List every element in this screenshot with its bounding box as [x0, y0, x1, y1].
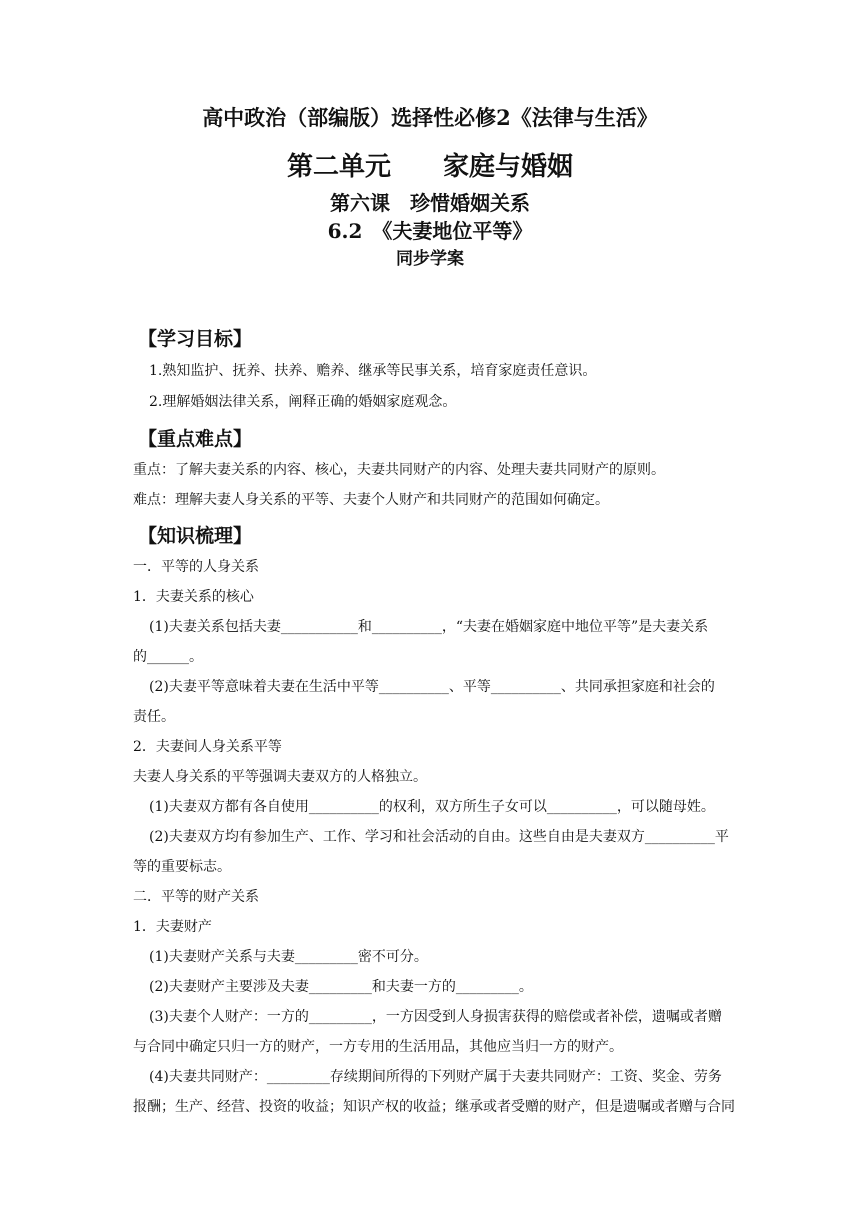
knowledge-line: (2)夫妻双方均有参加生产、工作、学习和社会活动的自由。这些自由是夫妻双方__________平 — [149, 829, 729, 845]
knowledge-line: 1．夫妻财产 — [133, 919, 212, 935]
knowledge-line: 2．夫妻间人身关系平等 — [133, 739, 282, 755]
knowledge-line: (1)夫妻财产关系与夫妻_________密不可分。 — [149, 949, 428, 965]
knowledge-line: 报酬；生产、经营、投资的收益；知识产权的收益；继承或者受赠的财产，但是遗嘱或者赠与合同 — [133, 1099, 735, 1115]
objective-item: 1.熟知监护、抚养、扶养、赡养、继承等民事关系，培育家庭责任意识。 — [149, 363, 597, 379]
knowledge-heading: 【知识梳理】 — [138, 525, 253, 547]
knowledge-line: 的______。 — [133, 649, 203, 665]
knowledge-line: 责任。 — [133, 709, 175, 725]
knowledge-line: (4)夫妻共同财产：_________存续期间所得的下列财产属于夫妻共同财产：工资、奖金、劳务 — [149, 1069, 722, 1085]
section-title: 6.2 《夫妻地位平等》 — [327, 219, 533, 243]
unit-title: 第二单元 家庭与婚姻 — [286, 152, 573, 182]
knowledge-line: 夫妻人身关系的平等强调夫妻双方的人格独立。 — [133, 769, 427, 785]
objective-item: 2.理解婚姻法律关系，阐释正确的婚姻家庭观念。 — [149, 394, 457, 410]
knowledge-line: 一．平等的人身关系 — [133, 559, 259, 575]
knowledge-line: (1)夫妻关系包括夫妻___________和__________，“夫妻在婚姻家庭中地位平等”是夫妻关系 — [149, 619, 709, 635]
key-points-heading: 【重点难点】 — [138, 428, 253, 450]
knowledge-line: (1)夫妻双方都有各自使用__________的权利，双方所生子女可以__________，可以随母姓。 — [149, 799, 715, 815]
knowledge-line: 等的重要标志。 — [133, 859, 231, 875]
knowledge-line: (3)夫妻个人财产：一方的_________，一方因受到人身损害获得的赔偿或者补偿，遗嘱或者赠 — [149, 1009, 722, 1025]
key-point-item: 重点：了解夫妻关系的内容、核心，夫妻共同财产的内容、处理夫妻共同财产的原则。 — [133, 462, 665, 478]
knowledge-line: (2)夫妻财产主要涉及夫妻_________和夫妻一方的_________。 — [149, 979, 533, 995]
course-title: 高中政治（部编版）选择性必修2《法律与生活》 — [202, 105, 658, 130]
knowledge-line: 1．夫妻关系的核心 — [133, 589, 254, 605]
lesson-title: 第六课 珍惜婚姻关系 — [330, 191, 530, 215]
knowledge-line: 与合同中确定只归一方的财产，一方专用的生活用品，其他应当归一方的财产。 — [133, 1039, 623, 1055]
knowledge-line: 二．平等的财产关系 — [133, 889, 259, 905]
difficult-point-item: 难点：理解夫妻人身关系的平等、夫妻个人财产和共同财产的范围如何确定。 — [133, 492, 609, 508]
knowledge-line: (2)夫妻平等意味着夫妻在生活中平等__________、平等__________、共同承担家庭和社会的 — [149, 679, 715, 695]
objectives-heading: 【学习目标】 — [138, 328, 253, 350]
page-subtitle: 同步学案 — [396, 249, 464, 269]
